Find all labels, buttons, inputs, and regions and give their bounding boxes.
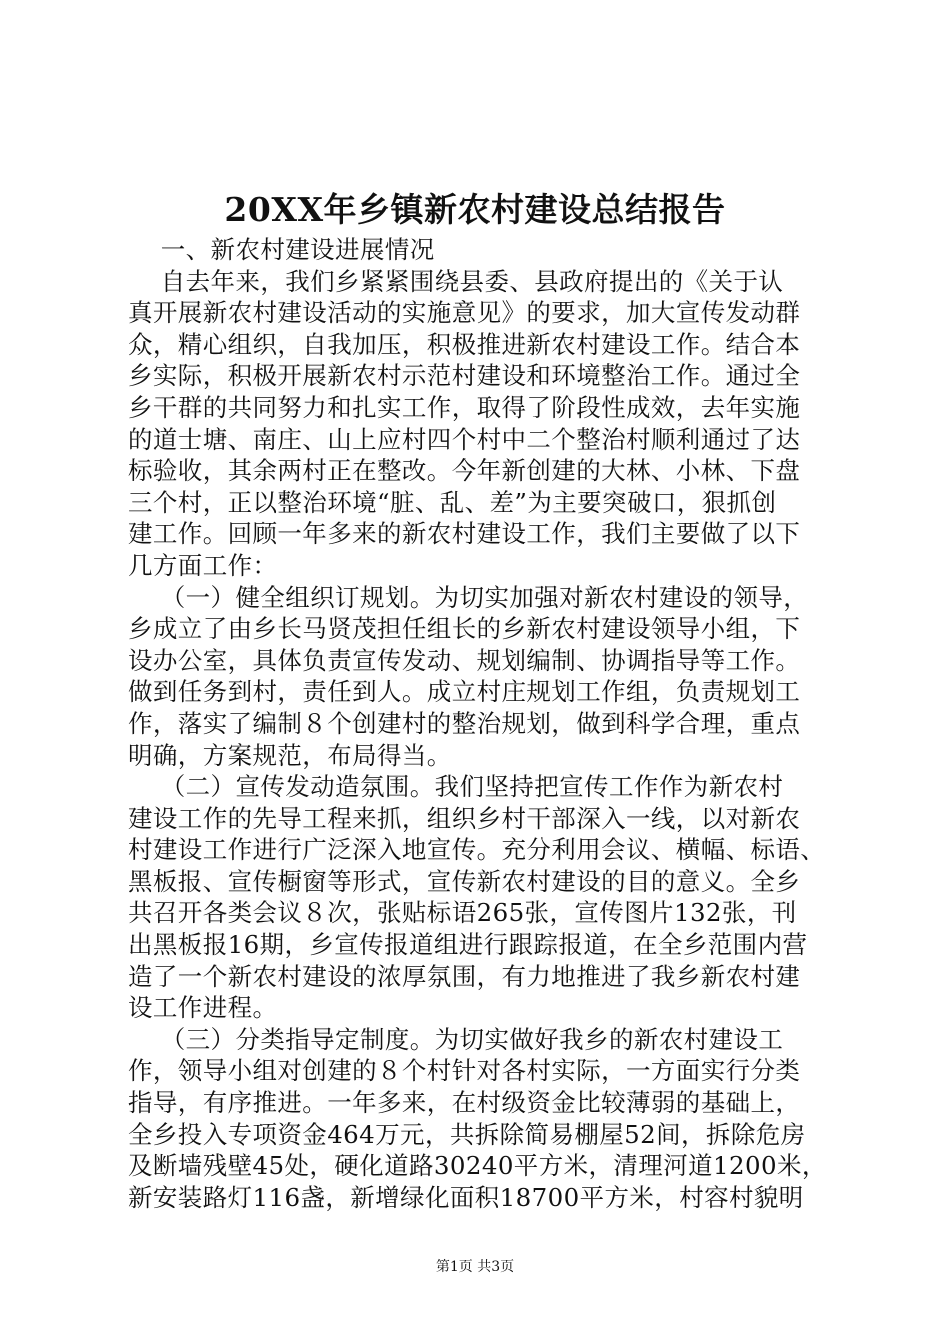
paragraph-line: 黑板报、宣传橱窗等形式，宣传新农村建设的目的意义。全乡 <box>128 866 801 896</box>
paragraph-line: 共召开各类会议８次，张贴标语265张，宣传图片132张，刊 <box>128 898 797 928</box>
paragraph-line: 指导，有序推进。一年多来，在村级资金比较薄弱的基础上， <box>128 1088 801 1118</box>
paragraph-line: 众，精心组织，自我加压，积极推进新农村建设工作。结合本 <box>128 329 801 359</box>
paragraph-line: 村建设工作进行广泛深入地宣传。充分利用会议、横幅、标语、 <box>128 835 826 865</box>
paragraph-line: 设工作进程。 <box>128 993 278 1023</box>
paragraph-line: 作，落实了编制８个创建村的整治规划，做到科学合理，重点 <box>128 708 801 738</box>
paragraph-line: 的道士塘、南庄、山上应村四个村中二个整治村顺利通过了达 <box>128 424 801 454</box>
paragraph-line: 乡实际，积极开展新农村示范村建设和环境整治工作。通过全 <box>128 361 801 391</box>
paragraph-line: 及断墙残壁45处，硬化道路30240平方米，清理河道1200米， <box>128 1151 827 1181</box>
paragraph-line: （一）健全组织订规划。为切实加强对新农村建设的领导， <box>128 582 809 612</box>
paragraph-line: 做到任务到村，责任到人。成立村庄规划工作组，负责规划工 <box>128 677 801 707</box>
paragraph-line: 三个村，正以整治环境“脏、乱、差”为主要突破口，狠抓创 <box>128 487 777 517</box>
paragraph-line: 出黑板报16期，乡宣传报道组进行跟踪报道，在全乡范围内营 <box>128 930 808 960</box>
page-footer: 第1页 共3页 <box>435 1259 515 1275</box>
paragraph-line: 乡成立了由乡长马贤茂担任组长的乡新农村建设领导小组，下 <box>128 614 801 644</box>
paragraph-line: 几方面工作： <box>128 550 278 580</box>
paragraph-line: （二）宣传发动造氛围。我们坚持把宣传工作作为新农村 <box>128 772 784 802</box>
paragraph-line: （三）分类指导定制度。为切实做好我乡的新农村建设工 <box>128 1024 784 1054</box>
paragraph-line: 建工作。回顾一年多来的新农村建设工作，我们主要做了以下 <box>128 519 801 549</box>
paragraph-line: 乡干群的共同努力和扎实工作，取得了阶段性成效，去年实施 <box>128 392 801 422</box>
paragraph-line: 一、新农村建设进展情况 <box>128 235 435 264</box>
paragraph-line: 作，领导小组对创建的８个村针对各村实际，一方面实行分类 <box>128 1056 801 1086</box>
paragraph-line: 全乡投入专项资金464万元，共拆除简易棚屋52间，拆除危房 <box>128 1119 806 1149</box>
paragraph-line: 自去年来，我们乡紧紧围绕县委、县政府提出的《关于认 <box>128 266 784 296</box>
paragraph-line: 建设工作的先导工程来抓，组织乡村干部深入一线，以对新农 <box>128 803 801 833</box>
paragraph-line: 设办公室，具体负责宣传发动、规划编制、协调指导等工作。 <box>128 645 801 675</box>
paragraph-line: 明确，方案规范，布局得当。 <box>128 740 452 770</box>
document-title: 20XX年乡镇新农村建设总结报告 <box>224 190 726 229</box>
paragraph-line: 新安装路灯116盏，新增绿化面积18700平方米，村容村貌明 <box>128 1182 804 1212</box>
paragraph-line: 造了一个新农村建设的浓厚氛围，有力地推进了我乡新农村建 <box>128 961 801 991</box>
paragraph-line: 标验收，其余两村正在整改。今年新创建的大林、小林、下盘 <box>128 456 801 486</box>
document-body <box>128 234 833 1213</box>
paragraph-line: 真开展新农村建设活动的实施意见》的要求，加大宣传发动群 <box>128 298 801 328</box>
